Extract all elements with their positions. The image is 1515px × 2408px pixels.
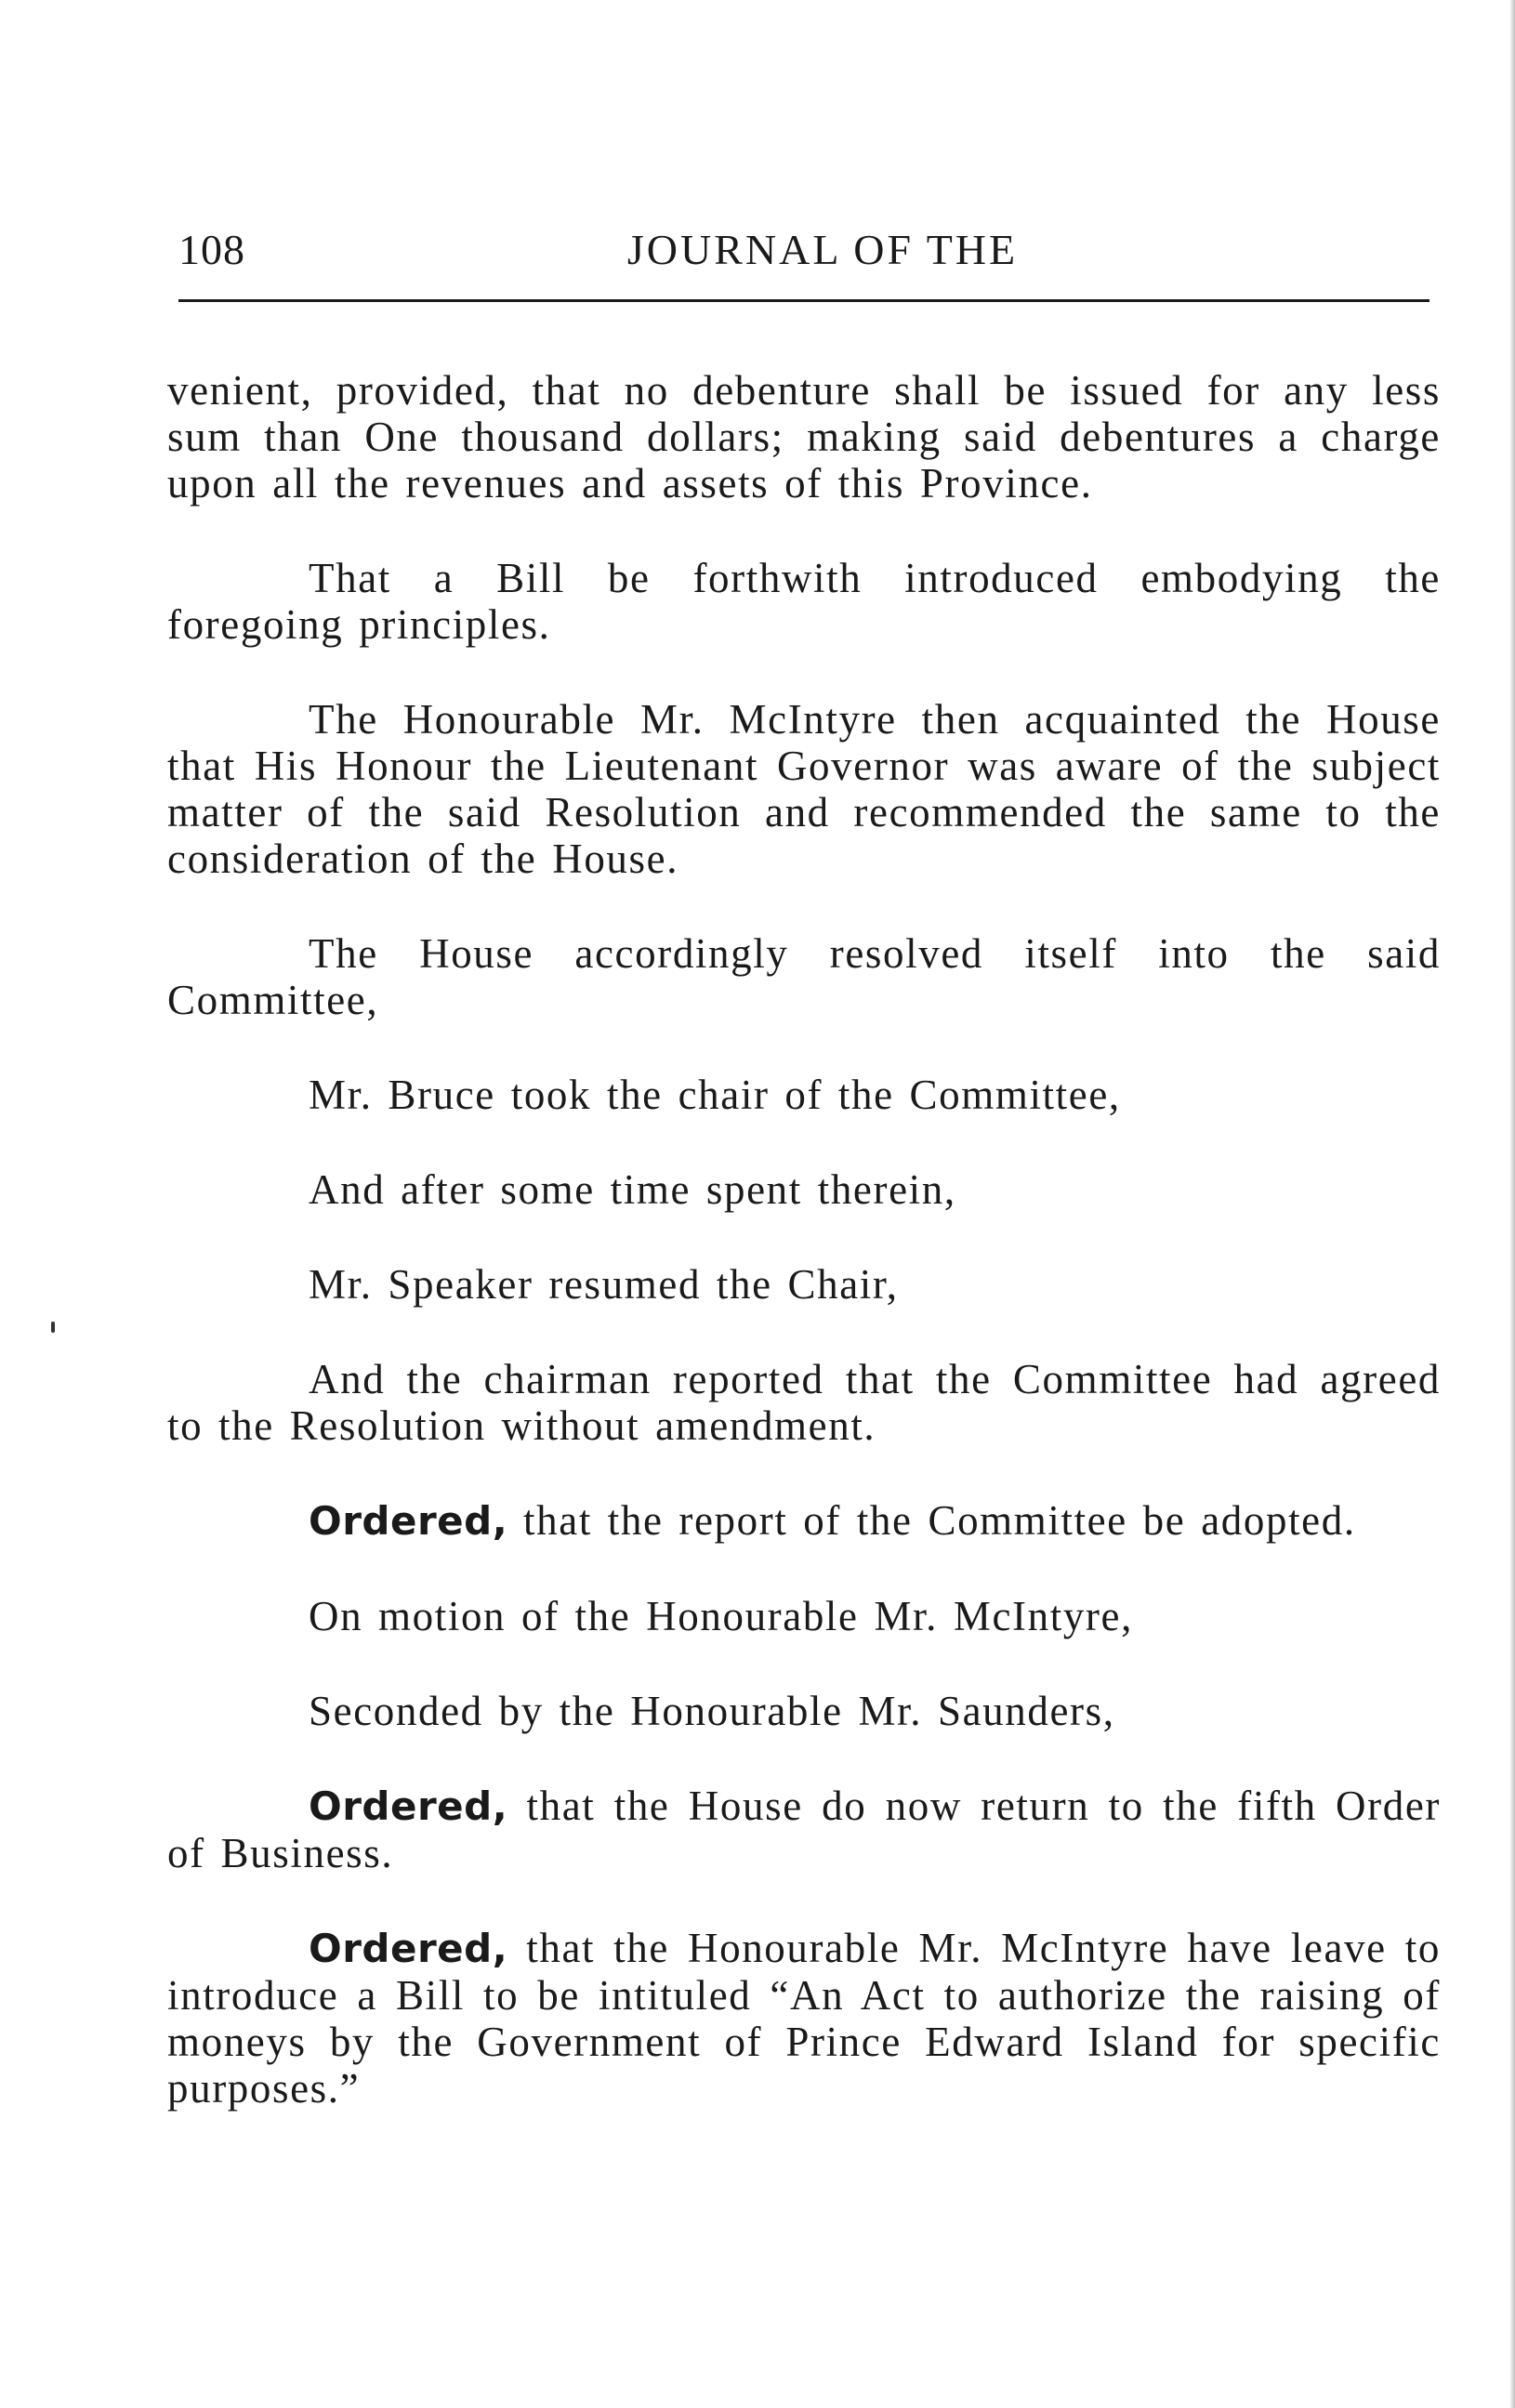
- paragraph-chairman-reported: [167, 1356, 1441, 1449]
- paragraph-continuation: [167, 367, 1441, 507]
- paragraph-text: That a Bill be forthwith introduced embodying the foregoing principles.: [167, 555, 1441, 648]
- paragraph-leave-to-introduce: [167, 1925, 1441, 2112]
- paragraph-return-fifth-order: [167, 1783, 1441, 1876]
- paragraph-text: The House accordingly resolved itself into the said Committee,: [167, 930, 1441, 1023]
- paragraph-text: that the Honourable Mr. McIntyre have leave to introduce a Bill to be intituled “An Act to authorize the raising of moneys by the Government of Prince Edward Island for specific purposes.”: [167, 1925, 1441, 2112]
- page-header: [178, 225, 1429, 290]
- paragraph-report-adopted: [167, 1497, 1441, 1545]
- paragraph-seconded: [167, 1688, 1441, 1734]
- paragraph-text: that the House do now return to the fifth Order of Business.: [167, 1783, 1441, 1876]
- paragraph-text: Seconded by the Honourable Mr. Saunders,: [309, 1688, 1115, 1734]
- paragraph-text: Mr. Speaker resumed the Chair,: [309, 1261, 899, 1308]
- paragraph-bill-introduced: [167, 555, 1441, 648]
- paragraph-chair-of-committee: [167, 1072, 1441, 1118]
- paragraph-text: And the chairman reported that the Committee had agreed to the Resolution without amendment.: [167, 1356, 1441, 1449]
- ordered-lead: Ordered,: [309, 1498, 508, 1544]
- paragraph-text: Mr. Bruce took the chair of the Committee,: [309, 1072, 1121, 1118]
- ordered-lead: Ordered,: [309, 1926, 508, 1971]
- journal-body: [167, 367, 1441, 2160]
- running-title: JOURNAL OF THE: [626, 226, 1019, 273]
- paragraph-house-committee: [167, 930, 1441, 1023]
- paragraph-text: venient, provided, that no debenture shall be issued for any less sum than One thousand dollars; making said debentures a charge upon all the revenues and assets of this Province.: [167, 367, 1441, 507]
- paragraph-motion: [167, 1593, 1441, 1639]
- ordered-lead: Ordered,: [309, 1783, 508, 1829]
- page-edge-shadow: [1509, 0, 1515, 2408]
- page-number: 108: [178, 226, 245, 273]
- header-rule: [178, 299, 1429, 302]
- paragraph-text: And after some time spent therein,: [309, 1166, 956, 1213]
- paragraph-text: On motion of the Honourable Mr. McIntyre,: [309, 1593, 1133, 1639]
- paragraph-speaker-resumed: [167, 1261, 1441, 1308]
- margin-mark: [51, 1322, 55, 1333]
- paragraph-text: The Honourable Mr. McIntyre then acquainted the House that His Honour the Lieutenant Governor was aware of the subject matter of the said Resolution and recommended the same to the consideration of the House.: [167, 696, 1441, 882]
- paragraph-lieutenant-governor: [167, 696, 1441, 882]
- paragraph-text: that the report of the Committee be adopted.: [507, 1497, 1356, 1544]
- paragraph-time-spent: [167, 1166, 1441, 1213]
